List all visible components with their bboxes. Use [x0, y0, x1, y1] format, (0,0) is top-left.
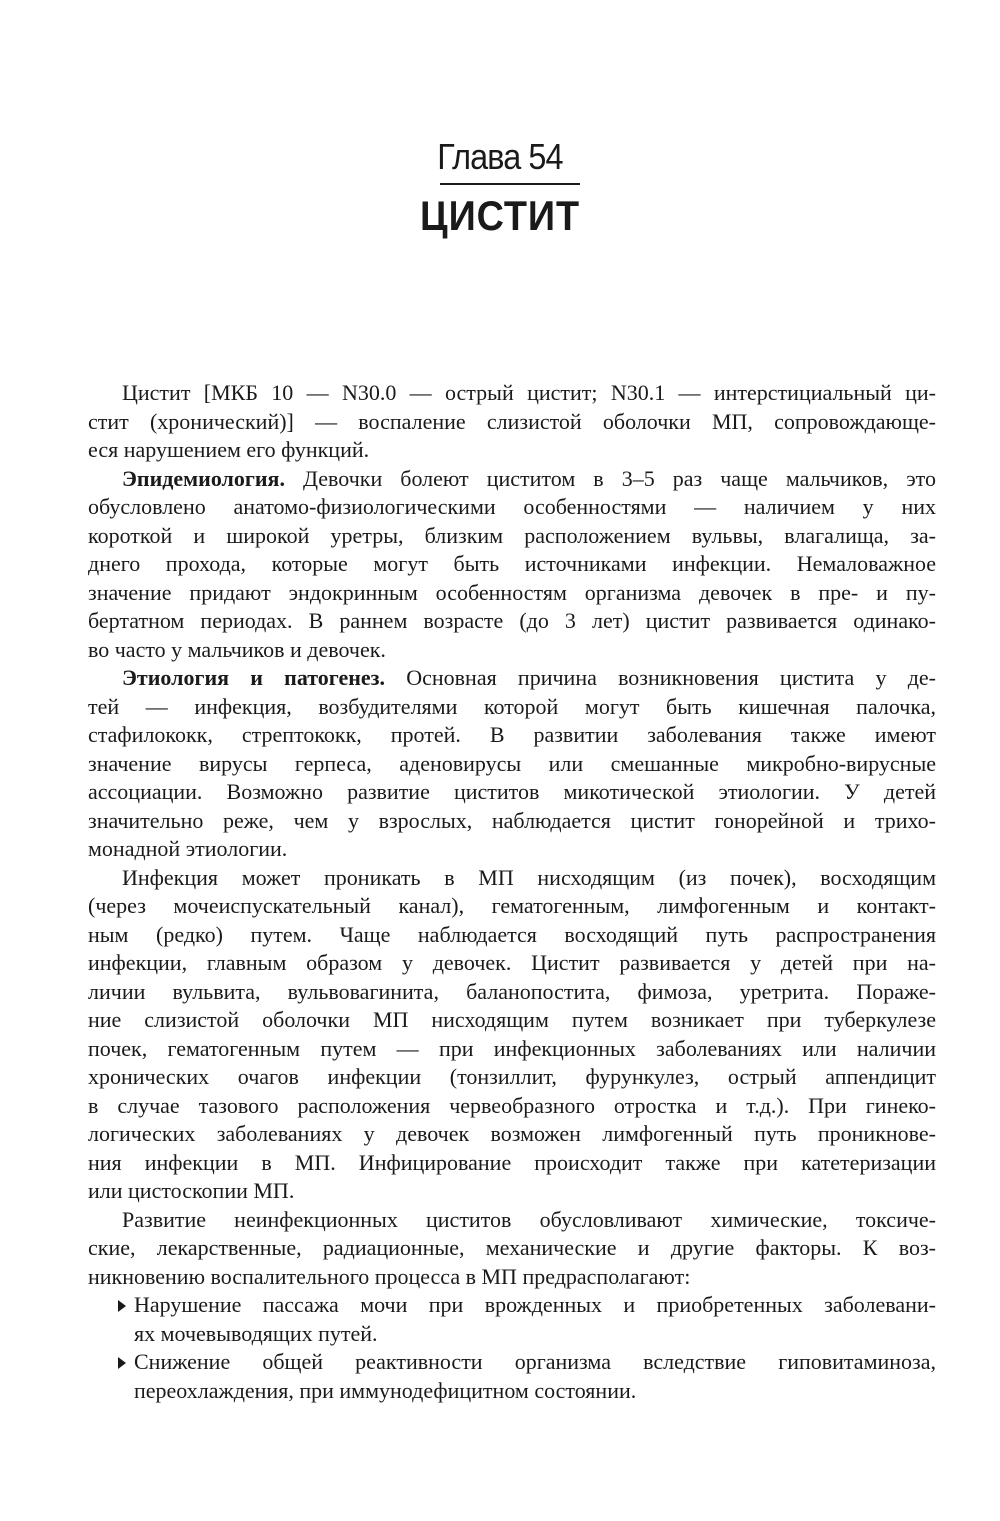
text-line: значение придают эндокринным особенностям организма девочек в пре- и пу-	[88, 579, 936, 605]
paragraph	[88, 465, 936, 665]
text-line: еся нарушением его функций.	[88, 437, 370, 462]
text-line: ния инфекции в МП. Инфицирование происходит также при катетеризации	[88, 1149, 936, 1175]
paragraph-heading: Этиология и патогенез.	[122, 665, 386, 690]
text-line: ным (редко) путем. Чаще наблюдается восходящий путь распространения	[88, 921, 936, 947]
text-line: почек, гематогенным путем — при инфекционных заболеваниях или наличии	[88, 1035, 936, 1061]
text-line: Цистит [МКБ 10 — N30.0 — острый цистит; N30.1 — интерстициальный ци-	[122, 380, 936, 405]
paragraph	[88, 664, 936, 864]
chapter-number: Глава 54	[437, 136, 563, 177]
text-line: Нарушение пассажа мочи при врожденных и приобретенных заболевани-	[134, 1292, 936, 1317]
text-line: логических заболеваниях у девочек возможен лимфогенный путь проникнове-	[88, 1121, 936, 1146]
text-line: Снижение общей реактивности организма вследствие гиповитаминоза,	[134, 1349, 936, 1374]
text-line: в случае тазового расположения червеобразного отростка и т.д.). При гинеко-	[88, 1092, 936, 1118]
text-line: или цистоскопии МП.	[88, 1178, 295, 1203]
text-line: ассоциации. Возможно развитие циститов микотической этиологии. У детей	[88, 779, 936, 804]
text-line: ние слизистой оболочки МП нисходящим путем возникает при туберкулезе	[88, 1007, 936, 1032]
text-line: обусловлено анатомо-физиологическими особенностями — наличием у них	[88, 494, 936, 519]
text-line: Инфекция может проникать в МП нисходящим (из почек), восходящим	[122, 864, 936, 890]
text-line: хронических очагов инфекции (тонзиллит, фурункулез, острый аппендицит	[88, 1064, 936, 1089]
bullet-triangle-icon	[118, 1357, 126, 1369]
list-item	[88, 1291, 936, 1348]
text-line: стит (хронический)] — воспаление слизистой оболочки МП, сопровождающе-	[88, 408, 936, 434]
paragraph	[88, 379, 936, 465]
text-line: значение вирусы герпеса, аденовирусы или смешанные микробно-вирусные	[88, 750, 936, 776]
bullet-triangle-icon	[118, 1300, 126, 1312]
text-line: монадной этиологии.	[88, 836, 288, 861]
body-text	[88, 379, 936, 1405]
paragraph	[88, 1206, 936, 1292]
text-line: переохлаждения, при иммунодефицитном состоянии.	[134, 1377, 637, 1403]
text-line: ские, лекарственные, радиационные, механические и другие факторы. К воз-	[88, 1235, 936, 1260]
chapter-divider	[440, 183, 580, 185]
text-line: бертатном периодах. В раннем возрасте (до 3 лет) цистит развивается одинако-	[88, 608, 936, 633]
text-line: никновению воспалительного процесса в МП предрасполагают:	[88, 1263, 691, 1289]
text-line: Развитие неинфекционных циститов обусловливают химические, токсиче-	[122, 1206, 936, 1232]
chapter-title: ЦИСТИТ	[420, 192, 580, 239]
paragraph-heading: Эпидемиология.	[122, 465, 285, 491]
text-line: инфекции, главным образом у девочек. Цистит развивается у детей при на-	[88, 950, 936, 975]
text-line: (через мочеиспускательный канал), гематогенным, лимфогенным и контакт-	[88, 893, 936, 918]
text-line: Эпидемиология. Девочки болеют циститом в 3–5 раз чаще мальчиков, это	[122, 465, 936, 491]
text-line: тей — инфекция, возбудителями которой могут быть кишечная палочка,	[88, 693, 936, 719]
paragraph	[88, 864, 936, 1206]
text-line: во часто у мальчиков и девочек.	[88, 636, 386, 662]
text-line: личии вульвита, вульвовагинита, баланопостита, фимоза, уретрита. Пораже-	[88, 978, 936, 1004]
list-item	[88, 1348, 936, 1405]
text-line: Этиология и патогенез. Основная причина возникновения цистита у де-	[122, 665, 936, 690]
text-line: значительно реже, чем у взрослых, наблюдается цистит гонорейной и трихо-	[88, 807, 936, 833]
text-line: днего прохода, которые могут быть источниками инфекции. Немаловажное	[88, 551, 936, 576]
text-line: стафилококк, стрептококк, протей. В развитии заболевания также имеют	[88, 722, 936, 747]
text-line: ях мочевыводящих путей.	[134, 1320, 378, 1346]
text-line: короткой и широкой уретры, близким расположением вульвы, влагалища, за-	[88, 522, 936, 548]
